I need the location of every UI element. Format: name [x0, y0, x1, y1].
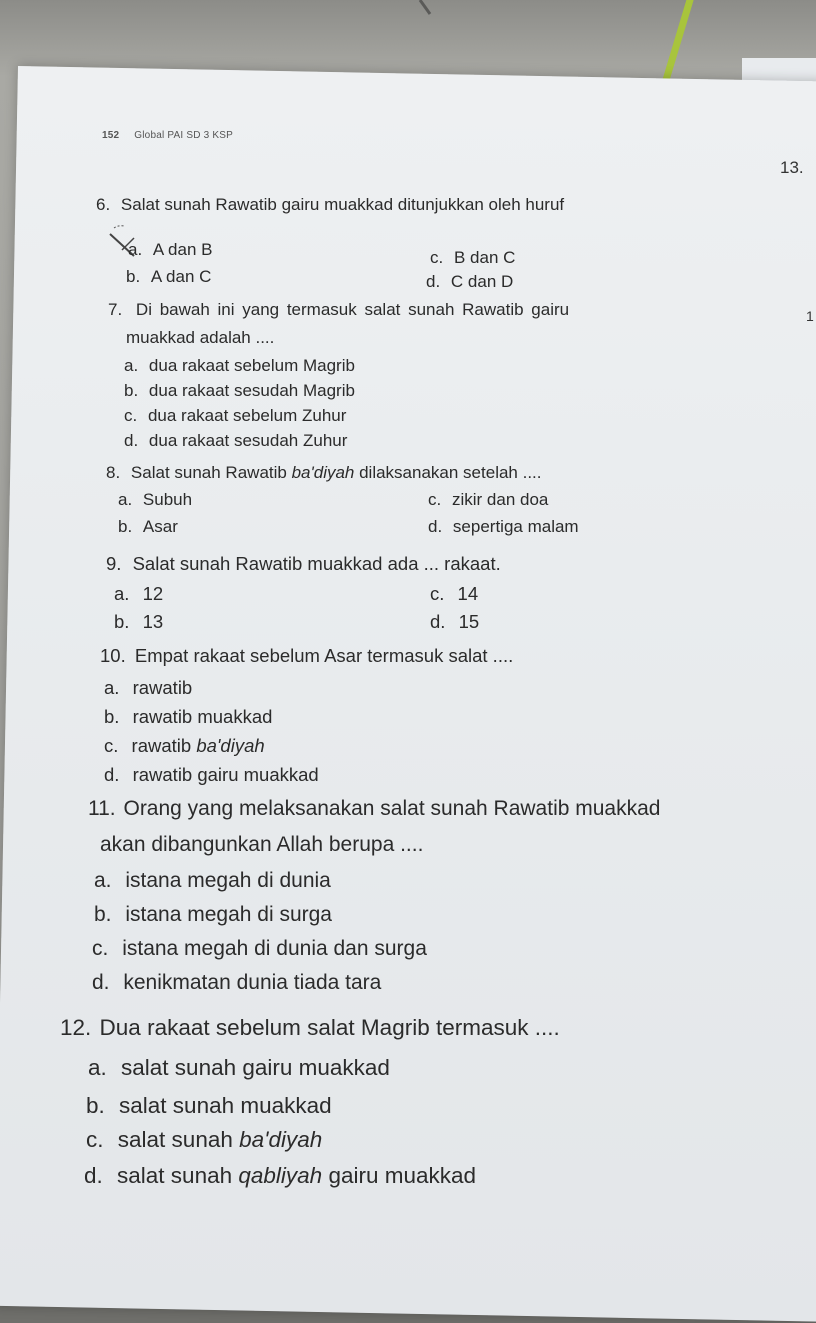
question-number: 12. [60, 1015, 92, 1040]
question-text-line1: Orang yang melaksanakan salat sunah Rawatib muakkad [123, 797, 661, 820]
option-8d: d. sepertiga malam [428, 517, 579, 536]
option-6c: c. B dan C [430, 248, 516, 267]
question-number: 9. [106, 553, 122, 574]
option-7d: d. dua rakaat sesudah Zuhur [124, 431, 348, 450]
option-12b: b. salat sunah muakkad [86, 1093, 332, 1118]
question-number: 6. [96, 195, 111, 214]
option-11b: b. istana megah di surga [94, 903, 332, 926]
question-11-line2: akan dibangunkan Allah berupa .... [100, 833, 424, 856]
option-11c: c. istana megah di dunia dan surga [92, 937, 427, 960]
option-12d: d. salat sunah qabliyah gairu muakkad [84, 1163, 477, 1188]
option-12c: c. salat sunah ba'diyah [86, 1127, 323, 1152]
question-number: 8. [106, 463, 121, 482]
question-text: Salat sunah Rawatib gairu muakkad ditunjukkan oleh huruf [120, 195, 565, 214]
option-11a: a. istana megah di dunia [94, 869, 331, 892]
question-number: 7. [108, 300, 123, 319]
facing-page-mark: 1 [806, 308, 814, 324]
option-6a: a. A dan B [128, 240, 213, 259]
question-text: Empat rakaat sebelum Asar termasuk salat .... [134, 645, 514, 666]
option-10c: c. rawatib ba'diyah [104, 735, 265, 756]
option-7b: b. dua rakaat sesudah Magrib [124, 381, 355, 400]
book-title: Global PAI SD 3 KSP [134, 130, 233, 141]
question-10 [100, 645, 513, 667]
option-8c: c. zikir dan doa [428, 490, 549, 509]
question-number: 10. [100, 645, 126, 666]
question-7 [108, 300, 569, 320]
option-6b: b. A dan C [126, 267, 212, 286]
question-text-line1: Di bawah ini yang termasuk salat sunah Rawatib gairu [135, 300, 570, 319]
question-11 [88, 797, 660, 821]
option-7c: c. dua rakaat sebelum Zuhur [124, 406, 347, 425]
option-9d: d. 15 [430, 611, 480, 632]
question-number: 11. [88, 797, 116, 820]
question-text: Salat sunah Rawatib muakkad ada ... rakaat. [132, 553, 501, 574]
option-9a: a. 12 [114, 583, 164, 604]
option-10b: b. rawatib muakkad [104, 706, 273, 727]
question-7-line2: muakkad adalah .... [126, 328, 275, 347]
page-header [102, 130, 233, 141]
option-9b: b. 13 [114, 611, 164, 632]
option-12a: a. salat sunah gairu muakkad [88, 1055, 390, 1080]
option-10a: a. rawatib [104, 677, 193, 698]
option-8a: a. Subuh [118, 490, 193, 509]
option-7a: a. dua rakaat sebelum Magrib [124, 356, 355, 375]
question-6 [96, 195, 564, 215]
option-8b: b. Asar [118, 517, 178, 536]
option-11d: d. kenikmatan dunia tiada tara [92, 971, 382, 994]
option-6d: d. C dan D [426, 272, 514, 291]
question-text: Dua rakaat sebelum salat Magrib termasuk .... [99, 1015, 560, 1040]
option-10d: d. rawatib gairu muakkad [104, 764, 319, 785]
facing-page-number: 13. [780, 158, 804, 177]
option-9c: c. 14 [430, 583, 479, 604]
page-number: 152 [102, 130, 120, 141]
question-8: 8. Salat sunah Rawatib ba'diyah dilaksanakan setelah .... [106, 463, 542, 482]
question-9 [106, 553, 501, 575]
question-12 [60, 1015, 560, 1041]
